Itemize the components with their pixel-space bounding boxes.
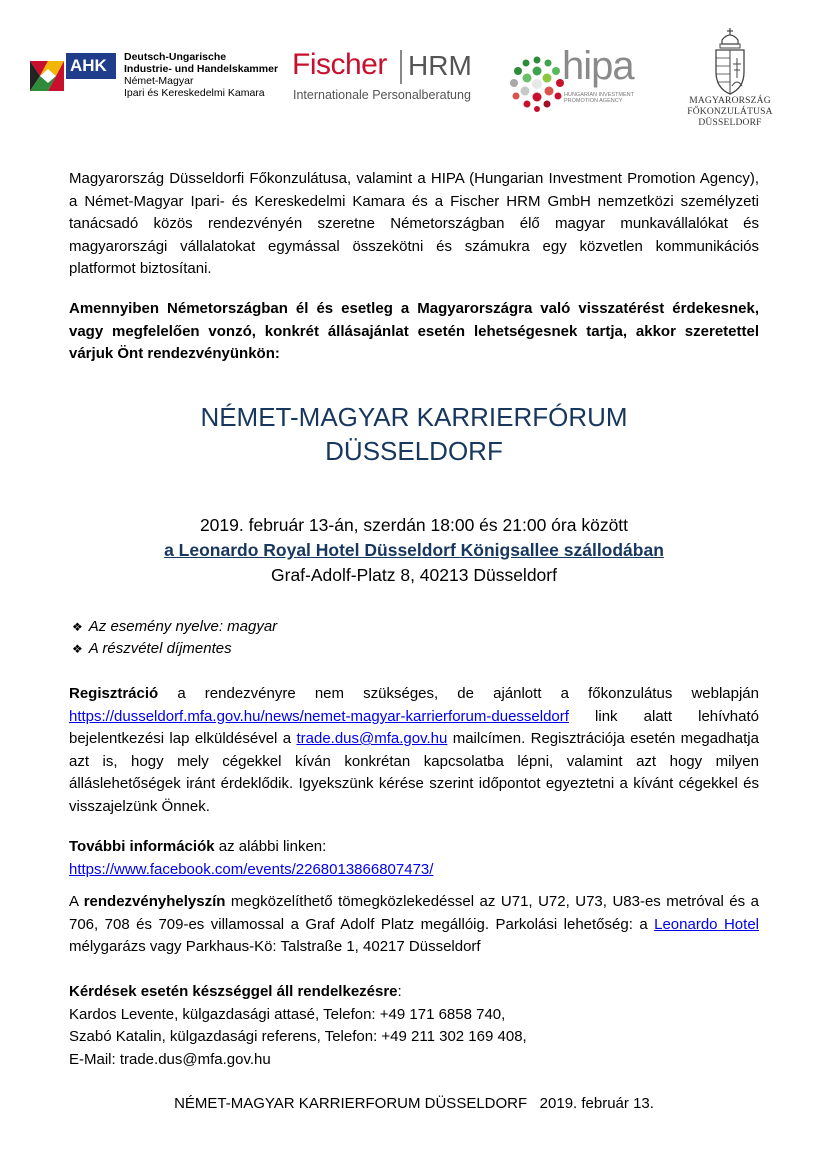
event-address: Graf-Adolf-Platz 8, 40213 Düsseldorf xyxy=(271,565,557,585)
invitation-paragraph: Amennyiben Németországban él és esetleg a Magyarországra való visszatérést érdekesnek, vagy megfelelően vonzó, konkrét állásajánlat esetén lehetségesnek tartja, akkor szeretettel várjuk Önt rendezvényünkön: xyxy=(69,300,759,362)
event-title xyxy=(69,400,759,468)
venue-text-1: A xyxy=(69,893,84,910)
diamond-bullet-icon: ❖ xyxy=(72,620,83,634)
consulate-line2: DÜSSELDORF xyxy=(698,118,762,128)
registration-text-1: a rendezvényre nem szükséges, de ajánlott a főkonzulátus weblapján xyxy=(158,685,759,702)
contact-paragraph xyxy=(69,981,759,1071)
fischer-wordmark: Fischer xyxy=(292,48,387,81)
registration-text-3: mailcímen. Regisztrációja esetén megadhatja azt is, hogy mely cégekkel kíván konkrétan kapcsolatba lépni, valamint azt hogy milyen álláslehetőségek iránt érdeklődik. Igyekszünk kérése szerint időpontot egyeztetni a kívánt cégekkel és visszajelzünk Önnek. xyxy=(69,730,759,815)
ahk-text xyxy=(124,51,278,99)
event-details xyxy=(69,513,759,588)
leonardo-hotel-link[interactable]: Leonardo Hotel xyxy=(654,915,759,933)
more-info-paragraph xyxy=(69,836,759,881)
fact-free-entry: A részvétel díjmentes xyxy=(88,640,232,657)
registration-email-link[interactable]: trade.dus@mfa.gov.hu xyxy=(296,730,448,747)
venue-text-3: mélygarázs vagy Parkhaus-Kö: Talstraße 1, 40217 Düsseldorf xyxy=(69,938,481,955)
registration-label: Regisztráció xyxy=(69,685,159,702)
registration-link[interactable]: https://dusseldorf.mfa.gov.hu/news/nemet-magyar-karrierforum-duesseldorf xyxy=(69,707,569,725)
event-venue: a Leonardo Royal Hotel Düsseldorf Königsallee szállodában xyxy=(164,540,664,560)
list-item xyxy=(72,616,277,638)
facebook-event-link[interactable]: https://www.facebook.com/events/2268013866807473/ xyxy=(69,860,434,878)
ahk-line3: Német-Magyar xyxy=(124,75,194,87)
event-title-line2: DÜSSELDORF xyxy=(325,436,503,466)
hipa-wordmark: hipa xyxy=(562,44,634,88)
ahk-line4: Ipari és Kereskedelmi Kamara xyxy=(124,87,265,99)
venue-text-2: megközelíthető tömegközlekedéssel az U71, U72, U73, U83-es metróval és a 706, 708 és 709-es villamossal a Graf Adolf Platz megállóig. Parkolási lehetőség: a xyxy=(69,893,759,933)
consulate-line1: MAGYARORSZÁG FŐKONZULÁTUSA xyxy=(687,96,773,117)
more-info-text: az alábbi linken: xyxy=(214,838,327,855)
contact-line-3: E-Mail: trade.dus@mfa.gov.hu xyxy=(69,1050,271,1068)
event-facts-list xyxy=(72,616,277,660)
contact-line-2: Szabó Katalin, külgazdasági referens, Telefon: +49 211 302 169 408, xyxy=(69,1028,527,1045)
event-date: 2019. február 13-án, szerdán 18:00 és 21:00 óra között xyxy=(199,515,629,535)
contact-colon: : xyxy=(397,983,402,1000)
diamond-bullet-icon: ❖ xyxy=(72,642,83,656)
ahk-line2: Industrie- und Handelskammer xyxy=(124,63,279,75)
consulate-name xyxy=(650,96,810,129)
contact-label: Kérdések esetén készséggel áll rendelkezésre xyxy=(69,983,398,1000)
ahk-emblem-icon xyxy=(26,51,66,101)
event-title-line1: NÉMET-MAGYAR KARRIERFÓRUM xyxy=(200,402,628,432)
hipa-sub-line1: HUNGARIAN INVESTMENT xyxy=(564,92,634,98)
more-info-label: További információk xyxy=(69,838,215,855)
venue-label: rendezvényhelyszín xyxy=(83,893,226,910)
fischer-divider xyxy=(400,50,402,84)
registration-text-2: link alatt lehívható bejelentkezési lap elküldésével a xyxy=(69,707,759,747)
hipa-sub-line2: PROMOTION AGENCY xyxy=(564,98,623,104)
venue-access-paragraph xyxy=(69,891,759,959)
registration-paragraph xyxy=(69,683,759,818)
ahk-line1: Deutsch-Ungarische xyxy=(124,51,227,63)
ahk-wordmark: AHK xyxy=(66,53,116,79)
consulate-logo xyxy=(650,28,810,128)
list-item xyxy=(72,638,277,660)
ahk-logo xyxy=(26,48,279,108)
hipa-logo xyxy=(508,44,648,124)
contact-line-1: Kardos Levente, külgazdasági attasé, Telefon: +49 171 6858 740, xyxy=(69,1005,506,1023)
intro-paragraph: Magyarország Düsseldorfi Főkonzulátusa, valamint a HIPA (Hungarian Investment Promotion Agency), a Német-Magyar Ipari- és Kereskedelmi Kamara és a Fischer HRM GmbH nemzetközi személyzeti tanácsadó közös rendezvényén szeretne Németországban élő magyar munkavállalókat és magyarországi vállalatokat egymással összekötni és számukra egy közvetlen kommunikációs platformot biztosítani. xyxy=(69,170,759,277)
hipa-subtitle xyxy=(564,92,644,104)
page-footer: NÉMET-MAGYAR KARRIERFORUM DÜSSELDORF 2019. február 13. xyxy=(174,1095,654,1112)
fischer-tagline: Internationale Personalberatung xyxy=(293,88,471,102)
hungarian-coat-of-arms-icon xyxy=(710,28,750,96)
fact-language: Az esemény nyelve: magyar xyxy=(88,618,278,635)
hrm-wordmark: HRM xyxy=(408,50,472,81)
hipa-dots-icon xyxy=(508,54,566,114)
fischer-hrm-logo xyxy=(292,48,492,108)
logo-bar xyxy=(20,28,810,128)
